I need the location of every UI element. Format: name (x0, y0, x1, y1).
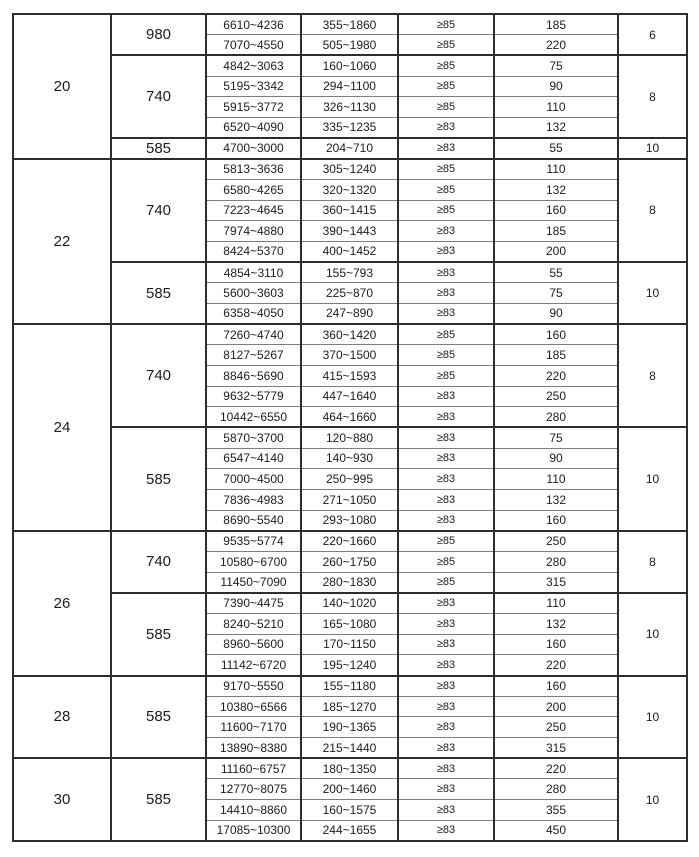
cell-count: 10 (618, 427, 687, 530)
cell-range-1: 10442~6550 (206, 407, 301, 428)
cell-range-2: 140~1020 (301, 593, 398, 614)
cell-range-2: 320~1320 (301, 179, 398, 200)
cell-range-2: 155~793 (301, 262, 398, 283)
cell-count: 8 (618, 159, 687, 262)
cell-value: 160 (494, 634, 618, 655)
cell-range-1: 11160~6757 (206, 758, 301, 779)
cell-threshold: ≥83 (398, 469, 494, 490)
cell-threshold: ≥85 (398, 97, 494, 118)
cell-speed: 980 (111, 14, 206, 55)
cell-threshold: ≥83 (398, 138, 494, 159)
cell-range-1: 5870~3700 (206, 427, 301, 448)
cell-threshold: ≥83 (398, 717, 494, 738)
cell-speed: 585 (111, 427, 206, 530)
cell-threshold: ≥83 (398, 758, 494, 779)
cell-range-1: 5600~3603 (206, 283, 301, 304)
cell-range-2: 155~1180 (301, 676, 398, 697)
table-row (13, 758, 687, 779)
cell-range-1: 7836~4983 (206, 489, 301, 510)
cell-speed: 585 (111, 758, 206, 841)
cell-range-2: 293~1080 (301, 510, 398, 531)
cell-value: 280 (494, 407, 618, 428)
cell-range-1: 8424~5370 (206, 241, 301, 262)
cell-range-1: 11142~6720 (206, 655, 301, 676)
cell-threshold: ≥85 (398, 345, 494, 366)
cell-value: 75 (494, 427, 618, 448)
cell-value: 132 (494, 613, 618, 634)
cell-group: 20 (13, 14, 111, 159)
cell-range-2: 200~1460 (301, 779, 398, 800)
cell-range-2: 326~1130 (301, 97, 398, 118)
cell-count: 6 (618, 14, 687, 55)
cell-count: 10 (618, 593, 687, 676)
cell-threshold: ≥83 (398, 510, 494, 531)
cell-value: 90 (494, 448, 618, 469)
cell-threshold: ≥85 (398, 365, 494, 386)
cell-range-1: 5813~3636 (206, 159, 301, 180)
cell-range-2: 165~1080 (301, 613, 398, 634)
table-row (13, 593, 687, 614)
cell-range-1: 6358~4050 (206, 303, 301, 324)
cell-range-1: 6520~4090 (206, 117, 301, 138)
cell-value: 200 (494, 696, 618, 717)
cell-range-1: 9632~5779 (206, 386, 301, 407)
cell-value: 200 (494, 241, 618, 262)
cell-range-2: 250~995 (301, 469, 398, 490)
cell-value: 185 (494, 345, 618, 366)
cell-value: 110 (494, 469, 618, 490)
cell-range-2: 360~1415 (301, 200, 398, 221)
cell-value: 220 (494, 35, 618, 56)
cell-value: 220 (494, 365, 618, 386)
cell-range-2: 215~1440 (301, 738, 398, 759)
cell-range-2: 355~1860 (301, 14, 398, 35)
cell-value: 280 (494, 779, 618, 800)
cell-range-1: 4700~3000 (206, 138, 301, 159)
cell-range-1: 14410~8860 (206, 800, 301, 821)
cell-range-2: 247~890 (301, 303, 398, 324)
cell-range-1: 8240~5210 (206, 613, 301, 634)
table-row (13, 324, 687, 345)
cell-threshold: ≥83 (398, 634, 494, 655)
cell-range-2: 185~1270 (301, 696, 398, 717)
cell-threshold: ≥85 (398, 35, 494, 56)
table-row (13, 159, 687, 180)
cell-range-1: 11600~7170 (206, 717, 301, 738)
cell-threshold: ≥85 (398, 159, 494, 180)
cell-range-2: 160~1060 (301, 55, 398, 76)
cell-range-2: 170~1150 (301, 634, 398, 655)
table-row (13, 676, 687, 697)
cell-range-2: 294~1100 (301, 76, 398, 97)
cell-range-1: 5195~3342 (206, 76, 301, 97)
cell-range-2: 225~870 (301, 283, 398, 304)
cell-range-2: 415~1593 (301, 365, 398, 386)
cell-value: 355 (494, 800, 618, 821)
cell-value: 75 (494, 55, 618, 76)
cell-range-2: 260~1750 (301, 551, 398, 572)
cell-range-1: 6547~4140 (206, 448, 301, 469)
cell-range-2: 160~1575 (301, 800, 398, 821)
cell-range-1: 8846~5690 (206, 365, 301, 386)
cell-threshold: ≥83 (398, 593, 494, 614)
cell-speed: 740 (111, 159, 206, 262)
table-row (13, 262, 687, 283)
cell-threshold: ≥83 (398, 613, 494, 634)
cell-range-2: 190~1365 (301, 717, 398, 738)
cell-threshold: ≥83 (398, 448, 494, 469)
cell-threshold: ≥83 (398, 696, 494, 717)
cell-range-1: 8127~5267 (206, 345, 301, 366)
cell-range-1: 7390~4475 (206, 593, 301, 614)
cell-threshold: ≥83 (398, 779, 494, 800)
cell-threshold: ≥83 (398, 800, 494, 821)
cell-value: 75 (494, 283, 618, 304)
cell-threshold: ≥83 (398, 262, 494, 283)
cell-count: 10 (618, 262, 687, 324)
cell-range-1: 7000~4500 (206, 469, 301, 490)
cell-value: 220 (494, 758, 618, 779)
cell-value: 110 (494, 593, 618, 614)
cell-threshold: ≥85 (398, 200, 494, 221)
cell-range-2: 271~1050 (301, 489, 398, 510)
cell-group: 26 (13, 531, 111, 676)
cell-range-2: 400~1452 (301, 241, 398, 262)
cell-value: 250 (494, 386, 618, 407)
cell-threshold: ≥83 (398, 221, 494, 242)
cell-threshold: ≥83 (398, 241, 494, 262)
cell-range-2: 370~1500 (301, 345, 398, 366)
cell-count: 10 (618, 138, 687, 159)
cell-range-2: 280~1830 (301, 572, 398, 593)
cell-speed: 740 (111, 55, 206, 138)
cell-threshold: ≥83 (398, 676, 494, 697)
cell-threshold: ≥83 (398, 820, 494, 841)
cell-threshold: ≥83 (398, 427, 494, 448)
cell-value: 160 (494, 510, 618, 531)
cell-threshold: ≥83 (398, 117, 494, 138)
cell-range-1: 7223~4645 (206, 200, 301, 221)
cell-group: 24 (13, 324, 111, 531)
cell-range-1: 9170~5550 (206, 676, 301, 697)
cell-threshold: ≥83 (398, 407, 494, 428)
cell-range-2: 204~710 (301, 138, 398, 159)
cell-value: 132 (494, 179, 618, 200)
cell-group: 22 (13, 159, 111, 324)
cell-value: 132 (494, 117, 618, 138)
cell-range-1: 12770~8075 (206, 779, 301, 800)
cell-range-2: 505~1980 (301, 35, 398, 56)
cell-range-1: 9535~5774 (206, 531, 301, 552)
table-row (13, 14, 687, 35)
cell-range-1: 10380~6566 (206, 696, 301, 717)
cell-count: 8 (618, 324, 687, 427)
cell-range-2: 464~1660 (301, 407, 398, 428)
cell-value: 220 (494, 655, 618, 676)
cell-group: 28 (13, 676, 111, 759)
cell-range-1: 5915~3772 (206, 97, 301, 118)
cell-range-2: 180~1350 (301, 758, 398, 779)
cell-value: 110 (494, 159, 618, 180)
cell-range-2: 360~1420 (301, 324, 398, 345)
cell-threshold: ≥85 (398, 531, 494, 552)
cell-speed: 585 (111, 262, 206, 324)
cell-range-1: 11450~7090 (206, 572, 301, 593)
table-row (13, 55, 687, 76)
cell-threshold: ≥83 (398, 386, 494, 407)
table-row (13, 531, 687, 552)
cell-range-1: 10580~6700 (206, 551, 301, 572)
cell-range-1: 8960~5600 (206, 634, 301, 655)
cell-threshold: ≥85 (398, 551, 494, 572)
spec-table-body (13, 14, 687, 841)
table-row (13, 138, 687, 159)
cell-threshold: ≥85 (398, 179, 494, 200)
cell-threshold: ≥83 (398, 283, 494, 304)
cell-speed: 585 (111, 593, 206, 676)
cell-value: 55 (494, 138, 618, 159)
cell-range-2: 335~1235 (301, 117, 398, 138)
cell-range-1: 8690~5540 (206, 510, 301, 531)
cell-value: 160 (494, 324, 618, 345)
cell-count: 8 (618, 55, 687, 138)
cell-value: 160 (494, 200, 618, 221)
cell-range-1: 4854~3110 (206, 262, 301, 283)
cell-threshold: ≥85 (398, 55, 494, 76)
table-row (13, 427, 687, 448)
cell-value: 160 (494, 676, 618, 697)
cell-threshold: ≥83 (398, 303, 494, 324)
cell-value: 90 (494, 303, 618, 324)
cell-value: 315 (494, 738, 618, 759)
cell-count: 10 (618, 676, 687, 759)
cell-count: 10 (618, 758, 687, 841)
cell-range-1: 17085~10300 (206, 820, 301, 841)
cell-value: 450 (494, 820, 618, 841)
cell-range-2: 195~1240 (301, 655, 398, 676)
cell-range-1: 13890~8380 (206, 738, 301, 759)
cell-range-2: 140~930 (301, 448, 398, 469)
cell-speed: 585 (111, 676, 206, 759)
cell-threshold: ≥85 (398, 324, 494, 345)
cell-range-1: 7070~4550 (206, 35, 301, 56)
cell-threshold: ≥85 (398, 76, 494, 97)
cell-range-2: 244~1655 (301, 820, 398, 841)
cell-range-1: 4842~3063 (206, 55, 301, 76)
cell-value: 185 (494, 14, 618, 35)
cell-range-2: 305~1240 (301, 159, 398, 180)
cell-value: 90 (494, 76, 618, 97)
cell-value: 250 (494, 717, 618, 738)
cell-range-2: 120~880 (301, 427, 398, 448)
cell-range-1: 6610~4236 (206, 14, 301, 35)
cell-speed: 585 (111, 138, 206, 159)
cell-value: 280 (494, 551, 618, 572)
cell-value: 185 (494, 221, 618, 242)
cell-value: 250 (494, 531, 618, 552)
cell-speed: 740 (111, 531, 206, 593)
cell-range-2: 220~1660 (301, 531, 398, 552)
cell-value: 315 (494, 572, 618, 593)
cell-count: 8 (618, 531, 687, 593)
cell-group: 30 (13, 758, 111, 841)
cell-range-2: 390~1443 (301, 221, 398, 242)
cell-value: 55 (494, 262, 618, 283)
cell-threshold: ≥85 (398, 572, 494, 593)
spec-table (12, 13, 688, 842)
cell-threshold: ≥83 (398, 489, 494, 510)
cell-speed: 740 (111, 324, 206, 427)
cell-threshold: ≥83 (398, 738, 494, 759)
cell-value: 132 (494, 489, 618, 510)
cell-range-1: 7260~4740 (206, 324, 301, 345)
cell-value: 110 (494, 97, 618, 118)
cell-range-1: 6580~4265 (206, 179, 301, 200)
cell-threshold: ≥83 (398, 655, 494, 676)
cell-range-2: 447~1640 (301, 386, 398, 407)
cell-range-1: 7974~4880 (206, 221, 301, 242)
cell-threshold: ≥85 (398, 14, 494, 35)
